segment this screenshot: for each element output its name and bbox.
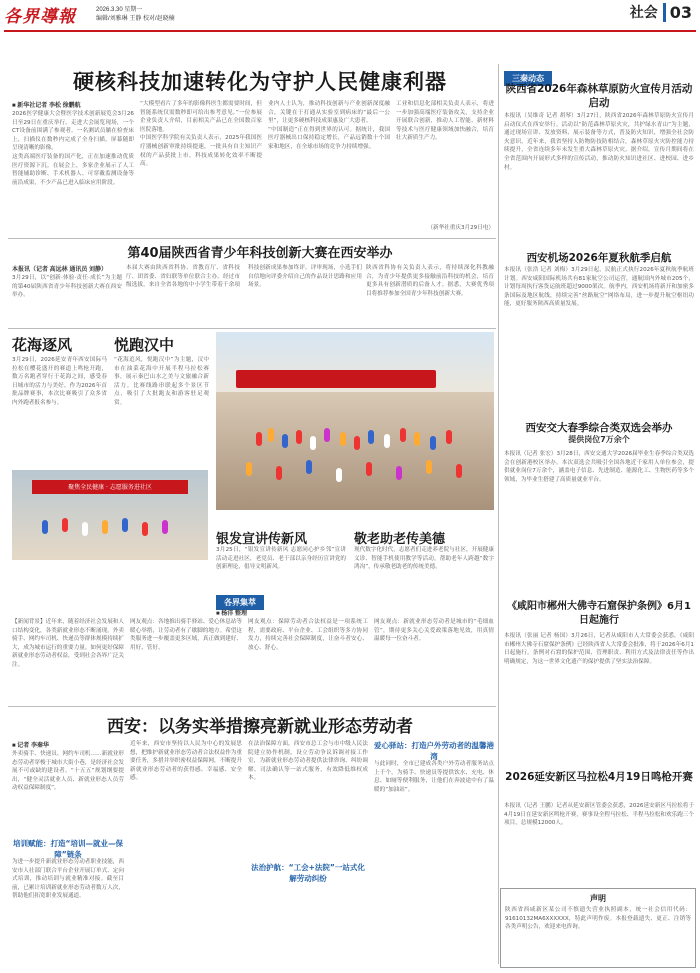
sanqin-title-1: 陕西省2026年森林草原防火宣传月活动启动 [505,83,693,109]
masthead [0,0,700,58]
forum-col-2: 本届大赛由陕西省科协、省教育厅、省科技厅、团省委、省妇联等单位联合主办。经过市级选拔，来自全省各地的中小学生带着千余项科技创新成果参加终评。评审现场，小选手们自信地向评委介绍自己的作品设计思路和应用场景。 [126,265,362,289]
notice-title: 声明 [590,894,606,903]
newspaper-logo: 各界導報 [4,7,76,27]
issue-editors: 编辑/刘雅琳 王静 校对/赵晓楠 [96,16,175,22]
notice-box [500,888,696,968]
xian-col-1b: 为进一步提升新就业形态劳动者职业技能，西安市人社部门联合平台企业开展订单式、定向式培训，推动培训与就业精准对接。截至目前，已累计培训新就业形态劳动者数万人次，帮助他们拓宽职业发展通道。 [12,859,124,900]
feat3-title: 银发宣讲传新风 [216,532,308,547]
forum-title: 第40届陕西省青少年科技创新大赛在西安举办 [127,246,393,261]
section-name: 社会 [629,5,658,21]
lead-divider [8,238,496,239]
right-column-divider [498,64,499,964]
forum2-col-3: 网友观点：保障劳动者合法权益是一项系统工程，需要政府、平台企业、工会组织等多方协同发力，持续完善社会保障制度，让奋斗者安心、放心、舒心。 [248,619,368,651]
feat2-title: 悦跑汉中 [114,336,175,354]
sanqin-title-5: 2026延安新区马拉松4月19日鸣枪开赛 [505,771,693,783]
forum2-byline: ■ 杨洋 整理 [216,611,247,617]
lead-col-4 [396,100,494,224]
lead-col-1 [12,110,134,234]
sanqin-body-3: 本报讯（记者 张宏）3月28日，西安交通大学2026届毕业生春季综合类双选会在创新港校区举办。本次双选会共吸引全国各地近千家用人单位参会，提供就业岗位7万余个，涵盖电子信息、先进制造、能源化工、生物医药等多个领域，为毕业生搭建了高质量就业平台。 [504,451,694,483]
issue-date: 2026.3.30 星期一 [96,7,143,13]
section-header [630,2,692,22]
xian-divider [8,706,496,707]
xian-subhead-2: 法治护航：“工会+法院”一站式化解劳动纠纷 [251,863,365,883]
sanqin-body-4: 本报讯（张丽 记者 杨国）3月26日，记者从咸阳市人大常委会获悉，《咸阳市郴州大佛寺石窟保护条例》已经陕西省人大常委会批准，将于2026年6月1日起施行。条例对石窟的保护范围、管理职责、利用方式及法律责任等作出明确规定，为这一世界文化遗产的保护提供了坚实法治保障。 [504,633,694,665]
forum-col-3: 陕西省科协有关负责人表示，将持续深化科教融合，为青少年提供更多接触前沿科技的机会，培育更多具有创新潜质的后备人才。据悉，大赛优秀项目将推荐参加全国青少年科技创新大赛。 [366,265,494,297]
xian-para: 外卖骑手、快递员、网约车司机……新就业形态劳动者穿梭于城市大街小巷，是经济社会发展不可或缺的建设者。“十五五”规划纲要提出，“健全灵活就业人员、新就业形态人员劳动权益保障制度”。 [12,751,124,792]
xian-byline: ■ 记者 李秦华 [12,743,49,749]
photo-banner: 聚焦全民健康 · 志愿服务进社区 [68,484,152,491]
marathon-photo [216,332,494,510]
feat4-body: 现代数字化时代，志愿者们走进养老院与社区，开展健康义诊、智能手机使用教学等活动，帮助老年人跨越“数字鸿沟”，传承敬老助老的传统美德。 [354,547,494,571]
sanqin-sub-3: 提供岗位7万余个 [568,435,630,444]
lead-byline: ■ 新华社记者 李松 徐鹏航 [12,103,81,109]
notice-body: 陕西省西咸新区某公司不慎遗失营业执照副本，统一社会信用代码：91610132MA6XXXXXX，特此声明作废。本报登载遗失、更正、注销等各类声明公告，欢迎来电咨询。 [505,907,691,931]
lead-para: “中国制造”正在得到世界的认可。据统计，我国医疗器械出口保持稳定增长，产品远销数十个国家和地区，在全球市场的竞争力持续增强。 [268,126,390,150]
forum-col-1: 3月29日，以“创新·体验·责任·成长”为主题的第40届陕西省青少年科技创新大赛在西安举办。 [12,275,122,299]
xian-col-1 [12,750,124,834]
sanqin-title-3: 西安交大春季综合类双选会举办 [525,422,673,434]
forum-divider [8,328,496,329]
xian-subhead-1: 培训赋能：打造“培训—就业—保障”链条 [13,839,123,859]
race-banner [236,370,436,388]
lead-col-2 [140,100,262,234]
forum-byline: 本报讯（记者 高远林 通讯员 刘静） [12,267,108,273]
sanqin-body-1: 本报讯（吴维奇 记者 胡琴）3月27日，陕西省2026年森林草原防火宣传月启动仪式在西安举行。活动以“防范森林草原火灾，共护绿水青山”为主题，通过现场宣讲、发放资料、展示装备等方式，普及防火知识，增强全社会防火意识。近年来，我省坚持人防物防技防相结合，森林草原火灾防控能力持续提升，全省连续多年未发生重大森林草原火灾。据介绍，宣传月期间将在全省范围内开展形式多样的宣传活动，推动防火知识进社区、进校园、进乡村。 [504,113,694,171]
lead-para: 工业和信息化部相关负责人表示，将进一步加强高端医疗装备攻关，支持企业开展联合创新，推动人工智能、新材料等技术与医疗健康领域加快融合，培育壮大新质生产力。 [396,101,494,142]
forum2-tag: 各界集萃 [216,590,264,610]
sanqin-body-5: 本报讯（记者 王鹏）记者从延安新区管委会获悉，2026延安新区马拉松将于4月19日在延安新区鸣枪开赛，赛事设全程马拉松、半程马拉松和欢乐跑三个项目，总规模12000人。 [504,803,694,827]
lead-para: 中国医学科学院有关负责人表示，2025年我国医疗器械创新审批持续提速，一批具有自主知识产权的产品获批上市，科技成果转化效率不断提高。 [140,135,262,168]
lead-col-3 [268,100,390,234]
sanqin-title-4: 《咸阳市郴州大佛寺石窟保护条例》6月1日起施行 [507,601,691,626]
xian-title: 西安：以务实举措擦亮新就业形态劳动者 [107,717,413,737]
lead-para: 业内人士认为，推动科技创新与产业创新深度融合，关键在于打通从实验室到病床的“最后一公里”，让更多硬核科技成果惠及广大患者。 [268,101,390,125]
sanqin-title-2: 西安机场2026年夏秋航季启航 [526,252,672,264]
xian-col-4: 与此同时，全市已建成各类户外劳动者服务站点上千个，为骑手、快递员等提供饮水、充电、休息、如厕等便利服务，让他们在奔波途中有了温暖的“加油站”。 [374,761,494,793]
issue-info [96,6,175,24]
lead-para: 2026医学健康大会暨医学技术创新展览会3月26日至29日在重庆举行。走进大会展览现场，一个CT设备前围满了参观者。一名测试员躺在检查床上，扫描仪在数秒内完成了全身扫描，屏幕随即呈现清晰的影像。 [12,111,134,152]
lead-title: 硬核科技加速转化为守护人民健康利器 [73,70,447,94]
feat2-body: “花海追风，悦跑汉中”为主题，汉中市在油菜花海中开展半程马拉松赛事，展示秦巴山水之美与文旅融合新活力。比赛线路串联起多个景区节点，吸引了大批跑友和游客驻足观赏。 [114,357,209,406]
page-number: 03 [663,3,692,22]
sanqin-tag: 三秦动态 [504,66,552,86]
forum2-col-4: 网友观点：新就业形态劳动者是城市的“毛细血管”，期待更多关心关爱政策落地见效，用真情温暖每一位奋斗者。 [374,619,494,643]
xian-col-3: 在法治保障方面，西安市总工会与市中级人民法院建立协作机制，设立劳动争议诉调对接工作室，为新就业形态劳动者提供法律咨询、纠纷调解、司法确认等一站式服务，有效降低维权成本。 [248,741,368,782]
feat3-body: 3月25日，“银发宣讲传新风 志愿同心护乡邻”宣讲活动走进社区，老党员、老干部以亲身经历宣讲党的创新理论，倡导文明新风。 [216,547,346,571]
lead-para: “大模型看片了多年的影像科医生都需要时间，但智能系统仅需数秒即可给出参考意见。”一位参展企业负责人介绍，目前相关产品已在全国数百家医院落地。 [140,101,262,133]
xian-col-2: 近年来，西安市坚持以人民为中心的发展思想，把维护新就业形态劳动者合法权益作为重要任务，多措并举织密权益保障网，不断提升新就业形态劳动者的获得感、幸福感、安全感。 [130,741,242,782]
masthead-rule [4,30,696,32]
forum2-col-2: 网友观点：各地推出骑手驿站、爱心休息站等暖心举措，让劳动者有了歇脚的地方。希望这类服务进一步覆盖更多区域，真正做到建好、用好、管好。 [130,619,242,651]
sanqin-body-2: 本报讯（张浩 记者 刘梅）3月29日起，民航正式执行2026年夏秋航季航班计划。西安咸阳国际机场共有81家航空公司运营，通航国内外城市205个，计划每周执行客货运航班超过9000架次。航季内，西安机场将新开和加密多条国际及地区航线，持续完善“丝路航空”网络布局，进一步提升航空枢纽功能，更好服务陕西高质量发展。 [504,267,694,308]
feat1-body: 3月29日，2026延安青年西安国际马拉松在樱花盛开的赛道上鸣枪开跑，数万名跑者穿行于花海之间，感受春日城市的活力与美好。作为2026年首批品牌赛事，本次比赛吸引了众多省内外跑者报名参与。 [12,357,107,406]
lead-source: （新华社重庆3月29日电） [427,225,494,231]
lead-para: 这类高端医疗装备的国产化，正在加速推动优质医疗资源下沉。在展会上，多家企业展示了人工智能辅助诊断、手术机器人、可穿戴监测设备等前沿成果，不少产品已进入临床应用阶段。 [12,153,134,186]
xian-subhead-3: 爱心驿站：打造户外劳动者的温馨港湾 [374,741,494,761]
forum2-col-1: 【新闻背景】近年来，随着经济社会发展和人口结构变化，各类新就业形态不断涌现。外卖骑手、网约车司机、快递员等群体规模持续扩大，成为城市运行的重要力量。如何更好保障新就业形态劳动者权益，受到社会各界广泛关注。 [12,619,124,668]
feat4-title: 敬老助老传美德 [354,532,446,547]
volunteer-photo [12,470,208,560]
feat1-title: 花海逐风 [12,336,73,354]
